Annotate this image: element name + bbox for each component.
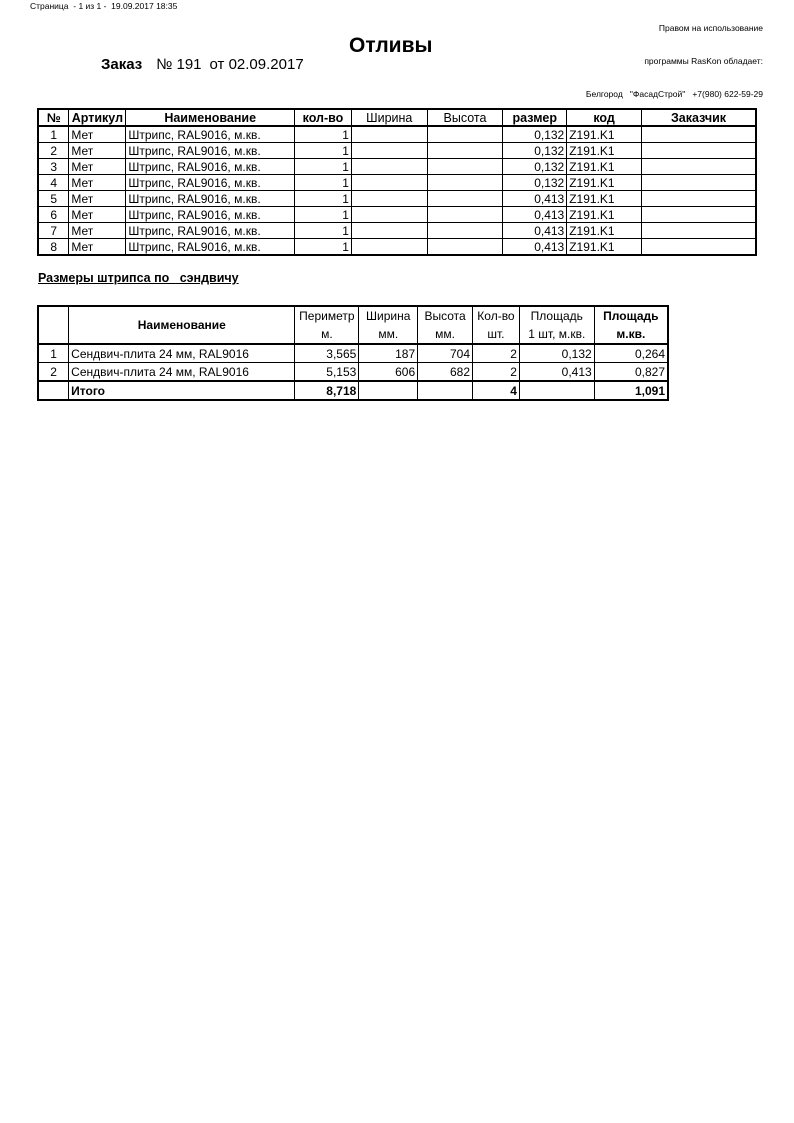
row-code: Z191.K1 <box>567 175 642 191</box>
sandwich-header <box>38 306 668 325</box>
row-height <box>427 143 503 159</box>
sw-col-area1: Площадь <box>519 306 594 325</box>
row-name: Штрипс, RAL9016, м.кв. <box>126 126 295 143</box>
row-qty: 1 <box>295 159 352 175</box>
sw-row-perimeter: 5,153 <box>295 363 359 382</box>
row-name: Штрипс, RAL9016, м.кв. <box>126 239 295 256</box>
table-row <box>38 207 756 223</box>
row-customer <box>641 223 756 239</box>
row-number: 4 <box>38 175 69 191</box>
row-name: Штрипс, RAL9016, м.кв. <box>126 159 295 175</box>
sw-row-area1: 0,413 <box>519 363 594 382</box>
sw-row-qty: 2 <box>473 363 520 382</box>
row-code: Z191.K1 <box>567 191 642 207</box>
sandwich-table <box>37 305 669 401</box>
total-empty-height <box>418 381 473 400</box>
items-table-header <box>38 109 756 126</box>
sw-unit-qty: шт. <box>473 325 520 344</box>
sw-row-name: Сендвич-плита 24 мм, RAL9016 <box>69 363 295 382</box>
table-row <box>38 143 756 159</box>
sw-col-height: Высота <box>418 306 473 325</box>
row-customer <box>641 175 756 191</box>
row-height <box>427 207 503 223</box>
row-width <box>351 143 427 159</box>
row-code: Z191.K1 <box>567 207 642 223</box>
sw-row-area: 0,827 <box>594 363 668 382</box>
col-article: Артикул <box>69 109 126 126</box>
row-code: Z191.K1 <box>567 239 642 256</box>
row-number: 2 <box>38 143 69 159</box>
row-size: 0,132 <box>503 143 567 159</box>
row-number: 8 <box>38 239 69 256</box>
row-size: 0,413 <box>503 191 567 207</box>
row-size: 0,132 <box>503 159 567 175</box>
row-customer <box>641 159 756 175</box>
row-code: Z191.K1 <box>567 223 642 239</box>
document-title: Отливы <box>349 34 433 57</box>
row-article: Мет <box>69 143 126 159</box>
row-height <box>427 239 503 256</box>
row-number: 7 <box>38 223 69 239</box>
total-empty-number <box>38 381 69 400</box>
row-name: Штрипс, RAL9016, м.кв. <box>126 143 295 159</box>
license-line-3: Белгород "ФасадСтрой" +7(980) 622-59-29 <box>585 89 763 99</box>
sw-col-width: Ширина <box>359 306 418 325</box>
row-number: 6 <box>38 207 69 223</box>
row-article: Мет <box>69 207 126 223</box>
row-number: 3 <box>38 159 69 175</box>
table-row <box>38 175 756 191</box>
sw-row-name: Сендвич-плита 24 мм, RAL9016 <box>69 344 295 363</box>
row-width <box>351 239 427 256</box>
row-number: 1 <box>38 126 69 143</box>
row-qty: 1 <box>295 126 352 143</box>
sw-row-height: 704 <box>418 344 473 363</box>
row-name: Штрипс, RAL9016, м.кв. <box>126 223 295 239</box>
sw-row-width: 187 <box>359 344 418 363</box>
total-area: 1,091 <box>594 381 668 400</box>
sw-col-area: Площадь <box>594 306 668 325</box>
row-qty: 1 <box>295 207 352 223</box>
sw-row-number: 1 <box>38 344 69 363</box>
row-article: Мет <box>69 159 126 175</box>
sw-unit-perimeter: м. <box>295 325 359 344</box>
row-code: Z191.K1 <box>567 159 642 175</box>
sw-row-area: 0,264 <box>594 344 668 363</box>
row-article: Мет <box>69 191 126 207</box>
total-empty-area1 <box>519 381 594 400</box>
row-width <box>351 175 427 191</box>
sw-row-width: 606 <box>359 363 418 382</box>
total-perimeter: 8,718 <box>295 381 359 400</box>
row-article: Мет <box>69 223 126 239</box>
row-height <box>427 223 503 239</box>
table-row <box>38 223 756 239</box>
table-row <box>38 239 756 256</box>
row-width <box>351 126 427 143</box>
row-width <box>351 207 427 223</box>
row-article: Мет <box>69 239 126 256</box>
row-qty: 1 <box>295 223 352 239</box>
row-customer <box>641 143 756 159</box>
col-number: № <box>38 109 69 126</box>
page-info: Страница - 1 из 1 - 19.09.2017 18:35 <box>30 1 178 11</box>
row-size: 0,413 <box>503 223 567 239</box>
col-name: Наименование <box>126 109 295 126</box>
col-customer: Заказчик <box>641 109 756 126</box>
total-label: Итого <box>69 381 295 400</box>
items-table <box>37 108 757 256</box>
row-customer <box>641 207 756 223</box>
row-width <box>351 223 427 239</box>
col-width: Ширина <box>351 109 427 126</box>
sw-unit-width: мм. <box>359 325 418 344</box>
sw-row-perimeter: 3,565 <box>295 344 359 363</box>
row-number: 5 <box>38 191 69 207</box>
sw-unit-area1: 1 шт, м.кв. <box>519 325 594 344</box>
sw-unit-area: м.кв. <box>594 325 668 344</box>
table-row <box>38 344 668 363</box>
sw-unit-height: мм. <box>418 325 473 344</box>
row-height <box>427 191 503 207</box>
sw-col-qty: Кол-во <box>473 306 520 325</box>
row-qty: 1 <box>295 175 352 191</box>
row-height <box>427 175 503 191</box>
row-qty: 1 <box>295 239 352 256</box>
table-row <box>38 126 756 143</box>
col-qty: кол-во <box>295 109 352 126</box>
table-row <box>38 191 756 207</box>
row-size: 0,132 <box>503 126 567 143</box>
license-info <box>586 1 763 111</box>
total-row <box>38 381 668 400</box>
total-empty-width <box>359 381 418 400</box>
col-height: Высота <box>427 109 503 126</box>
sw-row-height: 682 <box>418 363 473 382</box>
row-width <box>351 159 427 175</box>
row-code: Z191.K1 <box>567 143 642 159</box>
row-height <box>427 126 503 143</box>
row-article: Мет <box>69 126 126 143</box>
order-label: Заказ <box>101 56 143 73</box>
row-size: 0,132 <box>503 175 567 191</box>
sw-row-area1: 0,132 <box>519 344 594 363</box>
col-size: размер <box>503 109 567 126</box>
col-code: код <box>567 109 642 126</box>
row-height <box>427 159 503 175</box>
table-row <box>38 363 668 382</box>
license-line-1: Правом на использование <box>658 23 763 33</box>
row-qty: 1 <box>295 143 352 159</box>
row-customer <box>641 239 756 256</box>
table-row <box>38 159 756 175</box>
order-date: от 02.09.2017 <box>209 56 304 73</box>
sw-row-qty: 2 <box>473 344 520 363</box>
order-line <box>101 56 304 73</box>
sw-col-name: Наименование <box>69 306 295 344</box>
sw-col-number <box>38 306 69 344</box>
sw-row-number: 2 <box>38 363 69 382</box>
row-code: Z191.K1 <box>567 126 642 143</box>
row-customer <box>641 126 756 143</box>
row-width <box>351 191 427 207</box>
row-article: Мет <box>69 175 126 191</box>
row-customer <box>641 191 756 207</box>
total-qty: 4 <box>473 381 520 400</box>
license-line-2: программы RasKon обладает: <box>644 56 763 66</box>
row-size: 0,413 <box>503 207 567 223</box>
row-size: 0,413 <box>503 239 567 256</box>
order-number: № 191 <box>156 56 202 73</box>
row-qty: 1 <box>295 191 352 207</box>
section-title: Размеры штрипса по сэндвичу <box>38 271 239 285</box>
sw-col-perimeter: Периметр <box>295 306 359 325</box>
row-name: Штрипс, RAL9016, м.кв. <box>126 175 295 191</box>
row-name: Штрипс, RAL9016, м.кв. <box>126 207 295 223</box>
row-name: Штрипс, RAL9016, м.кв. <box>126 191 295 207</box>
